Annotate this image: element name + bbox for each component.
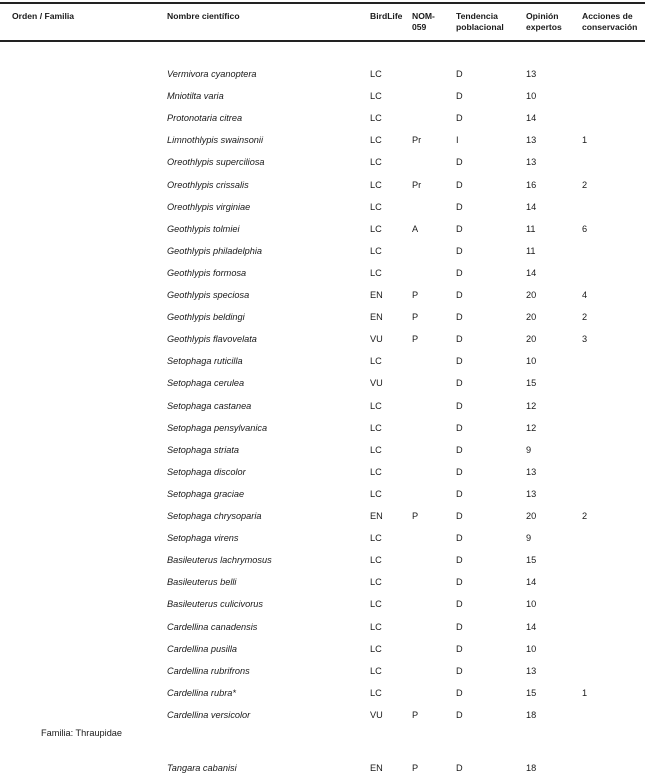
species-name: Basileuterus lachrymosus (167, 555, 272, 566)
species-name: Setophaga striata (167, 444, 240, 455)
expert-opinion: 13 (526, 135, 537, 146)
birdlife-status: LC (370, 643, 382, 654)
species-name: Setophaga chrysoparia (167, 511, 262, 521)
population-trend: D (456, 267, 463, 278)
population-trend: D (456, 113, 463, 124)
birdlife-status: LC (370, 356, 382, 367)
expert-opinion: 13 (526, 157, 537, 168)
header-opinion (526, 11, 562, 33)
species-name: Oreothlypis superciliosa (167, 157, 265, 168)
birdlife-status: EN (370, 312, 383, 323)
conservation-actions: 2 (582, 179, 588, 190)
population-trend: I (456, 135, 459, 146)
species-name: Cardellina rubrifrons (167, 665, 250, 676)
birdlife-status: LC (370, 201, 382, 212)
header-bottom-rule (0, 40, 645, 42)
population-trend: D (456, 511, 463, 521)
birdlife-status: LC (370, 91, 382, 102)
header-acciones (582, 11, 637, 33)
species-name: Geothlypis tolmiei (167, 223, 240, 234)
header-opinion-line1: Opinión (526, 11, 559, 21)
expert-opinion: 10 (526, 599, 537, 610)
species-name: Geothlypis speciosa (167, 290, 250, 300)
birdlife-status: VU (370, 709, 383, 720)
header-opinion-line2: expertos (526, 22, 562, 32)
population-trend: D (456, 643, 463, 654)
header-nom-line1: NOM- (412, 11, 435, 21)
population-trend: D (456, 444, 463, 455)
expert-opinion: 20 (526, 511, 537, 521)
population-trend: D (456, 69, 463, 79)
conservation-actions: 4 (582, 290, 588, 300)
nom-059-status: P (412, 511, 419, 521)
species-name: Setophaga castanea (167, 400, 252, 411)
expert-opinion: 14 (526, 621, 537, 632)
expert-opinion: 10 (526, 643, 537, 654)
birdlife-status: EN (370, 290, 383, 300)
population-trend: D (456, 533, 463, 544)
nom-059-status: P (412, 763, 419, 773)
birdlife-status: LC (370, 687, 382, 698)
population-trend: D (456, 555, 463, 566)
birdlife-status: LC (370, 599, 382, 610)
birdlife-status: LC (370, 69, 382, 79)
species-name: Oreothlypis virginiae (167, 201, 251, 212)
expert-opinion: 13 (526, 466, 537, 477)
expert-opinion: 12 (526, 400, 537, 411)
expert-opinion: 9 (526, 533, 532, 544)
expert-opinion: 20 (526, 312, 537, 323)
expert-opinion: 14 (526, 201, 537, 212)
birdlife-status: LC (370, 422, 382, 433)
nom-059-status: P (412, 290, 419, 300)
header-acciones-line2: conservación (582, 22, 638, 32)
species-name: Setophaga pensylvanica (167, 422, 268, 433)
expert-opinion: 12 (526, 422, 537, 433)
expert-opinion: 9 (526, 444, 532, 455)
expert-opinion: 16 (526, 179, 537, 190)
expert-opinion: 20 (526, 290, 537, 300)
population-trend: D (456, 312, 463, 323)
population-trend: D (456, 422, 463, 433)
expert-opinion: 18 (526, 709, 537, 720)
population-trend: D (456, 466, 463, 477)
header-nom-059 (412, 11, 435, 33)
expert-opinion: 10 (526, 91, 537, 102)
population-trend: D (456, 157, 463, 168)
header-acciones-line1: Acciones de (582, 11, 633, 21)
birdlife-status: LC (370, 113, 382, 124)
header-nom-line2: 059 (412, 22, 427, 32)
expert-opinion: 15 (526, 687, 537, 698)
birdlife-status: LC (370, 577, 382, 588)
expert-opinion: 11 (526, 245, 536, 256)
species-name: Geothlypis formosa (167, 267, 247, 278)
header-tendencia-line1: Tendencia (456, 11, 498, 21)
species-name: Setophaga discolor (167, 466, 246, 477)
family-label: Familia: Thraupidae (41, 728, 123, 738)
species-name: Setophaga virens (167, 533, 239, 544)
species-name: Basileuterus culicivorus (167, 599, 263, 610)
conservation-actions: 2 (582, 511, 588, 521)
nom-059-status: P (412, 709, 419, 720)
nom-059-status: P (412, 334, 419, 345)
species-name: Cardellina pusilla (167, 643, 237, 654)
birdlife-status: LC (370, 400, 382, 411)
birdlife-status: LC (370, 444, 382, 455)
birdlife-status: LC (370, 466, 382, 477)
expert-opinion: 15 (526, 555, 537, 566)
population-trend: D (456, 400, 463, 411)
expert-opinion: 13 (526, 488, 537, 499)
population-trend: D (456, 577, 463, 588)
birdlife-status: LC (370, 245, 382, 256)
birdlife-status: VU (370, 378, 383, 389)
expert-opinion: 11 (526, 223, 536, 234)
population-trend: D (456, 709, 463, 720)
species-name: Setophaga ruticilla (167, 356, 243, 367)
species-name: Cardellina versicolor (167, 709, 251, 720)
birdlife-status: VU (370, 334, 383, 345)
nom-059-status: Pr (412, 135, 422, 146)
population-trend: D (456, 290, 463, 300)
expert-opinion: 18 (526, 763, 537, 773)
birdlife-status: LC (370, 157, 382, 168)
conservation-actions: 3 (582, 334, 588, 345)
species-name: Geothlypis beldingi (167, 312, 245, 323)
population-trend: D (456, 334, 463, 345)
population-trend: D (456, 356, 463, 367)
species-name: Setophaga cerulea (167, 378, 245, 389)
population-trend: D (456, 201, 463, 212)
header-tendencia-line2: poblacional (456, 22, 504, 32)
species-name: Oreothlypis crissalis (167, 179, 249, 190)
population-trend: D (456, 179, 463, 190)
species-name: Geothlypis philadelphia (167, 245, 263, 256)
header-nombre-cientifico: Nombre científico (167, 11, 240, 21)
nom-059-status: Pr (412, 179, 422, 190)
birdlife-status: LC (370, 267, 382, 278)
population-trend: D (456, 687, 463, 698)
population-trend: D (456, 223, 463, 234)
expert-opinion: 14 (526, 267, 537, 278)
conservation-actions: 6 (582, 223, 588, 234)
population-trend: D (456, 245, 463, 256)
species-name: Vermivora cyanoptera (167, 69, 257, 79)
conservation-actions: 1 (582, 135, 588, 146)
birdlife-status: LC (370, 223, 382, 234)
species-name: Setophaga graciae (167, 488, 245, 499)
expert-opinion: 13 (526, 69, 537, 79)
species-name: Mniotilta varia (167, 91, 224, 102)
species-name: Protonotaria citrea (167, 113, 243, 124)
birdlife-status: EN (370, 763, 383, 773)
species-name: Cardellina rubra* (167, 687, 236, 698)
population-trend: D (456, 488, 463, 499)
expert-opinion: 15 (526, 378, 537, 389)
birdlife-status: LC (370, 179, 382, 190)
table-top-rule (0, 2, 645, 4)
nom-059-status: P (412, 312, 419, 323)
population-trend: D (456, 599, 463, 610)
birdlife-status: LC (370, 621, 382, 632)
species-name: Limnothlypis swainsonii (167, 135, 264, 146)
birdlife-status: EN (370, 511, 383, 521)
nom-059-status: A (412, 223, 419, 234)
header-tendencia (456, 11, 504, 33)
species-name: Cardellina canadensis (167, 621, 258, 632)
species-name: Basileuterus belli (167, 577, 237, 588)
conservation-actions: 1 (582, 687, 588, 698)
header-orden-familia: Orden / Familia (12, 11, 75, 21)
birdlife-status: LC (370, 135, 382, 146)
population-trend: D (456, 378, 463, 389)
population-trend: D (456, 621, 463, 632)
header-birdlife: BirdLife (370, 11, 403, 21)
expert-opinion: 10 (526, 356, 537, 367)
population-trend: D (456, 91, 463, 102)
birdlife-status: LC (370, 488, 382, 499)
birdlife-status: LC (370, 665, 382, 676)
birdlife-status: LC (370, 555, 382, 566)
expert-opinion: 13 (526, 665, 537, 676)
species-name: Geothlypis flavovelata (167, 334, 257, 345)
expert-opinion: 20 (526, 334, 537, 345)
conservation-actions: 2 (582, 312, 588, 323)
population-trend: D (456, 763, 463, 773)
birdlife-status: LC (370, 533, 382, 544)
species-name: Tangara cabanisi (167, 763, 237, 773)
expert-opinion: 14 (526, 577, 537, 588)
population-trend: D (456, 665, 463, 676)
expert-opinion: 14 (526, 113, 537, 124)
